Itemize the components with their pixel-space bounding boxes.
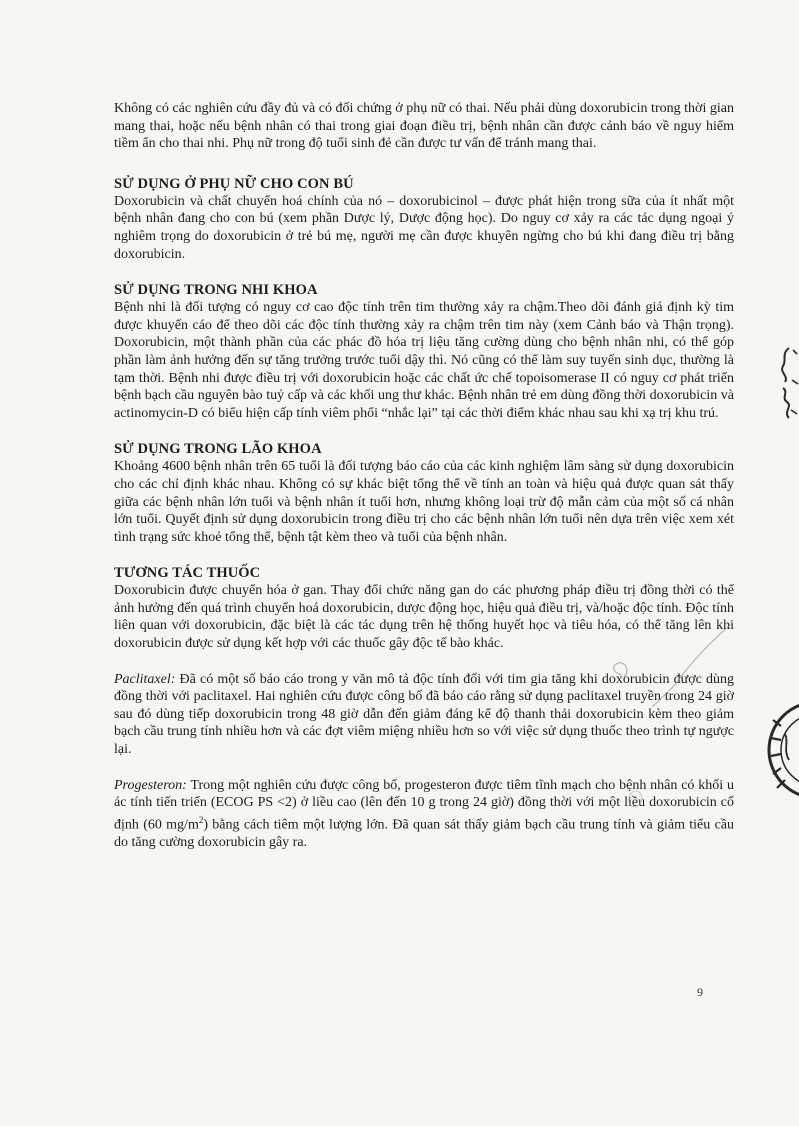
paragraph-pediatrics: Bệnh nhi là đối tượng có nguy cơ cao độc tính trên tim thường xảy ra chậm.Theo dõi đánh giá định kỳ tim được khuyến cáo để theo dõi các độc tính thường xảy ra chậm trên tim này (xem Cảnh báo và Thận trọng). Doxorubicin, một thành phần của các phác đồ hóa trị liệu tăng cường dùng cho bệnh nhân nhi, có thể góp phần làm ảnh hưởng đến sự tăng trưởng trước tuổi dậy thì. Nó cũng có thể làm suy tuyến sinh dục, thường là tạm thời. Bệnh nhi được điều trị với doxorubicin hoặc các chất ức chế topoisomerase II có nguy cơ phát triển bệnh bạch cầu nguyên bào tuỷ cấp và các khối ung thư khác. Bệnh nhân trẻ em dùng đồng thời doxorubicin và actinomycin-D có biểu hiện cấp tính viêm phổi “nhắc lại” tại các thời điểm khác nhau sau khi xạ trị khu trú. (114, 300, 734, 421)
paragraph-geriatrics: Khoảng 4600 bệnh nhân trên 65 tuổi là đối tượng báo cáo của các kinh nghiệm lâm sàng sử dụng doxorubicin cho các chỉ định khác nhau. Không có sự khác biệt tổng thể về tính an toàn và hiệu quả được quan sát thấy giữa các bệnh nhân lớn tuổi và bệnh nhân ít tuổi hơn, nhưng không loại trừ độ mẫn cảm của một số cá nhân lớn tuổi. Quyết định sử dụng doxorubicin trong điều trị cho các bệnh nhân lớn tuổi nên dựa trên việc xem xét tình trạng sức khoẻ tổng thể, bệnh tật kèm theo và tuổi của bệnh nhân. (114, 459, 734, 545)
seal-top-icon (759, 340, 799, 430)
heading-pediatrics: SỬ DỤNG TRONG NHI KHOA (114, 282, 318, 299)
heading-geriatrics: SỬ DỤNG TRONG LÃO KHOA (114, 441, 322, 458)
seal-bottom-icon (759, 690, 799, 810)
progesteron-superscript: 2 (198, 814, 204, 825)
progesteron-text-2: ) bằng cách tiêm một lượng lớn. Đã quan sát thấy giảm bạch cầu trung tính và giảm tiểu cầu do tăng cường doxorubicin gây ra. (114, 817, 734, 851)
paclitaxel-lead: Paclitaxel: (114, 671, 176, 687)
progesteron-lead: Progesteron: (114, 777, 187, 793)
intro-paragraph: Không có các nghiên cứu đầy đủ và có đối chứng ở phụ nữ có thai. Nếu phải dùng doxorubicin trong thời gian mang thai, hoặc nếu bệnh nhân có thai trong giai đoạn điều trị, bệnh nhân cần được cảnh báo về nguy hiểm tiềm ẩn cho thai nhi. Phụ nữ trong độ tuổi sinh đẻ cần được tư vấn để tránh mang thai. (114, 101, 734, 152)
seal-fragment-top (759, 340, 799, 430)
seal-fragment-bottom (759, 690, 799, 810)
page-number: 9 (697, 985, 703, 999)
heading-interactions: TƯƠNG TÁC THUỐC (114, 565, 261, 582)
paragraph-breastfeeding: Doxorubicin và chất chuyển hoá chính của nó – doxorubicinol – được phát hiện trong sữa của ít nhất một bệnh nhân đang cho con bú (xem phần Dược lý, Dược động học). Do nguy cơ xảy ra các tác dụng ngoại ý nghiêm trọng do doxorubicin ở trẻ bú mẹ, người mẹ cần được khuyên ngừng cho bú khi đang điều trị bằng doxorubicin. (114, 193, 734, 262)
signature-scribble-icon (600, 615, 750, 865)
progesteron-text-1: Trong một nghiên cứu được công bố, progesteron được tiêm tĩnh mạch cho bệnh nhân có khối u ác tính tiến triển (ECOG PS <2) ở liều cao (lên đến 10 g trong 24 giờ) đồng thời với một liều doxorubicin cố định (60 mg/m (114, 777, 734, 833)
paclitaxel-text: Đã có một số báo cáo trong y văn mô tả độc tính đối với tim gia tăng khi doxorubicin được dùng đồng thời với paclitaxel. Hai nghiên cứu được công bố đã báo cáo rằng sử dụng paclitaxel truyền trong 24 giờ sau đó dùng tiếp doxorubicin trong 48 giờ dẫn đến giảm đáng kể độ thanh thải doxorubicin kèm theo giảm bạch cầu trung tính nhiều hơn và các đợt viêm miệng nhiều hơn so với việc sử dụng thuốc theo trình tự ngược lại. (114, 671, 734, 758)
paragraph-interactions: Doxorubicin được chuyển hóa ở gan. Thay đổi chức năng gan do các phương pháp điều trị đồng thời có thể ảnh hưởng đến quá trình chuyển hoá doxorubicin, dược động học, hiệu quả điều trị, và/hoặc độc tính. Độc tính liên quan với doxorubicin, đặc biệt là các tác dụng trên hệ thống huyết học và tiêu hóa, có thể tăng lên khi doxorubicin được sử dụng kết hợp với các thuốc gây độc tế bào khác. (114, 583, 734, 652)
heading-breastfeeding: SỬ DỤNG Ở PHỤ NỮ CHO CON BÚ (114, 175, 354, 192)
